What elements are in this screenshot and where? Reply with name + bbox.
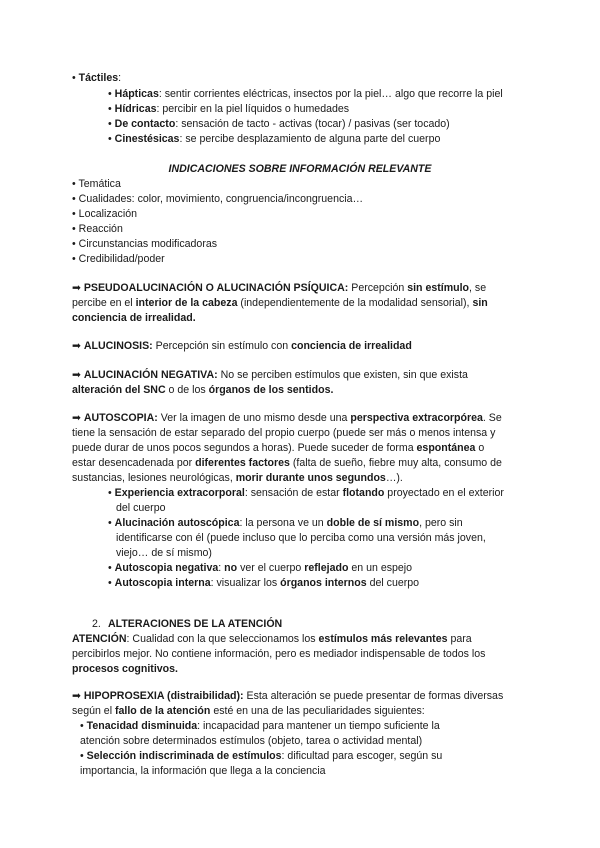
list-item: • Cinestésicas: se percibe desplazamiento de alguna parte del cuerpo	[108, 133, 441, 145]
list-item: • Hídricas: percibir en la piel líquidos o humedades	[108, 103, 350, 115]
arrow-icon: ➡	[72, 369, 81, 381]
text-line: sustancias, lesiones neurológicas, morir durante unos segundos…).	[72, 472, 403, 484]
text-line: percibe en el interior de la cabeza (independientemente de la modalidad sensorial), sin	[72, 297, 488, 309]
atencion-paragraph: ATENCIÓN: Cualidad con la que seleccionamos los estímulos más relevantes para	[72, 633, 472, 645]
arrow-icon: ➡	[72, 690, 81, 702]
indicaciones-title: INDICACIONES SOBRE INFORMACIÓN RELEVANTE	[168, 163, 432, 175]
text-line: importancia, la información que llega a la conciencia	[80, 765, 326, 777]
text-line: procesos cognitivos.	[72, 663, 178, 675]
text-line: estar desencadenada por diferentes factores (falta de sueño, fiebre muy alta, consumo de	[72, 457, 502, 469]
list-item: • Autoscopia negativa: no ver el cuerpo reflejado en un espejo	[108, 562, 413, 574]
text-line: alteración del SNC o de los órganos de los sentidos.	[72, 384, 334, 396]
text-line: del cuerpo	[116, 502, 166, 514]
list-item: • Autoscopia interna: visualizar los órganos internos del cuerpo	[108, 577, 420, 589]
section-number: 2.	[92, 618, 101, 630]
alucinacion-negativa-paragraph: ➡ ALUCINACIÓN NEGATIVA: No se perciben estímulos que existen, sin que exista	[72, 369, 468, 381]
hipoprosexia-paragraph: ➡ HIPOPROSEXIA (distraibilidad): Esta alteración se puede presentar de formas diversas	[72, 690, 504, 702]
pseudoalucinacion-paragraph: ➡ PSEUDOALUCINACIÓN O ALUCINACIÓN PSÍQUICA: Percepción sin estímulo, se	[72, 282, 487, 294]
text-line: conciencia de irrealidad.	[72, 312, 196, 324]
list-item: • Reacción	[72, 223, 123, 235]
section-title: ALTERACIONES DE LA ATENCIÓN	[108, 618, 283, 630]
text-line: puede durar de unos pocos segundos a horas). Puede suceder de forma espontánea o	[72, 442, 485, 454]
list-item: • Localización	[72, 208, 137, 220]
text-line: atención sobre determinados estímulos (objeto, tarea o actividad mental)	[80, 735, 423, 747]
list-item: • Alucinación autoscópica: la persona ve un doble de sí mismo, pero sin	[108, 517, 463, 529]
list-item: • Temática	[72, 178, 121, 190]
list-item: • De contacto: sensación de tacto - activas (tocar) / pasivas (ser tocado)	[108, 118, 450, 130]
list-item: • Experiencia extracorporal: sensación de estar flotando proyectado en el exterior	[108, 487, 504, 499]
list-item: • Cualidades: color, movimiento, congruencia/incongruencia…	[72, 193, 364, 205]
arrow-icon: ➡	[72, 282, 81, 294]
list-item: • Hápticas: sentir corrientes eléctricas, insectos por la piel… algo que recorre la piel	[108, 88, 503, 100]
autoscopia-paragraph: ➡ AUTOSCOPIA: Ver la imagen de uno mismo desde una perspectiva extracorpórea. Se	[72, 412, 502, 424]
list-item: • Credibilidad/poder	[72, 253, 165, 265]
text-line: viejo… de sí mismo)	[116, 547, 212, 559]
text-line: identificarse con él (puede incluso que lo perciba como una versión más joven,	[116, 532, 486, 544]
alucinosis-paragraph: ➡ ALUCINOSIS: Percepción sin estímulo con conciencia de irrealidad	[72, 340, 412, 352]
arrow-icon: ➡	[72, 412, 81, 424]
tactiles-heading: • Táctiles:	[72, 72, 122, 84]
text-line: percibirlos mejor. No contiene información, pero es mediador indispensable de todos los	[72, 648, 486, 660]
list-item: • Circunstancias modificadoras	[72, 238, 218, 250]
list-item: • Tenacidad disminuida: incapacidad para mantener un tiempo suficiente la	[80, 720, 440, 732]
text-line: tiene la sensación de estar separado del propio cuerpo (puede ser más o menos intensa y	[72, 427, 496, 439]
arrow-icon: ➡	[72, 340, 81, 352]
text-line: según el fallo de la atención esté en una de las peculiaridades siguientes:	[72, 705, 425, 717]
list-item: • Selección indiscriminada de estímulos: dificultad para escoger, según su	[80, 750, 443, 762]
